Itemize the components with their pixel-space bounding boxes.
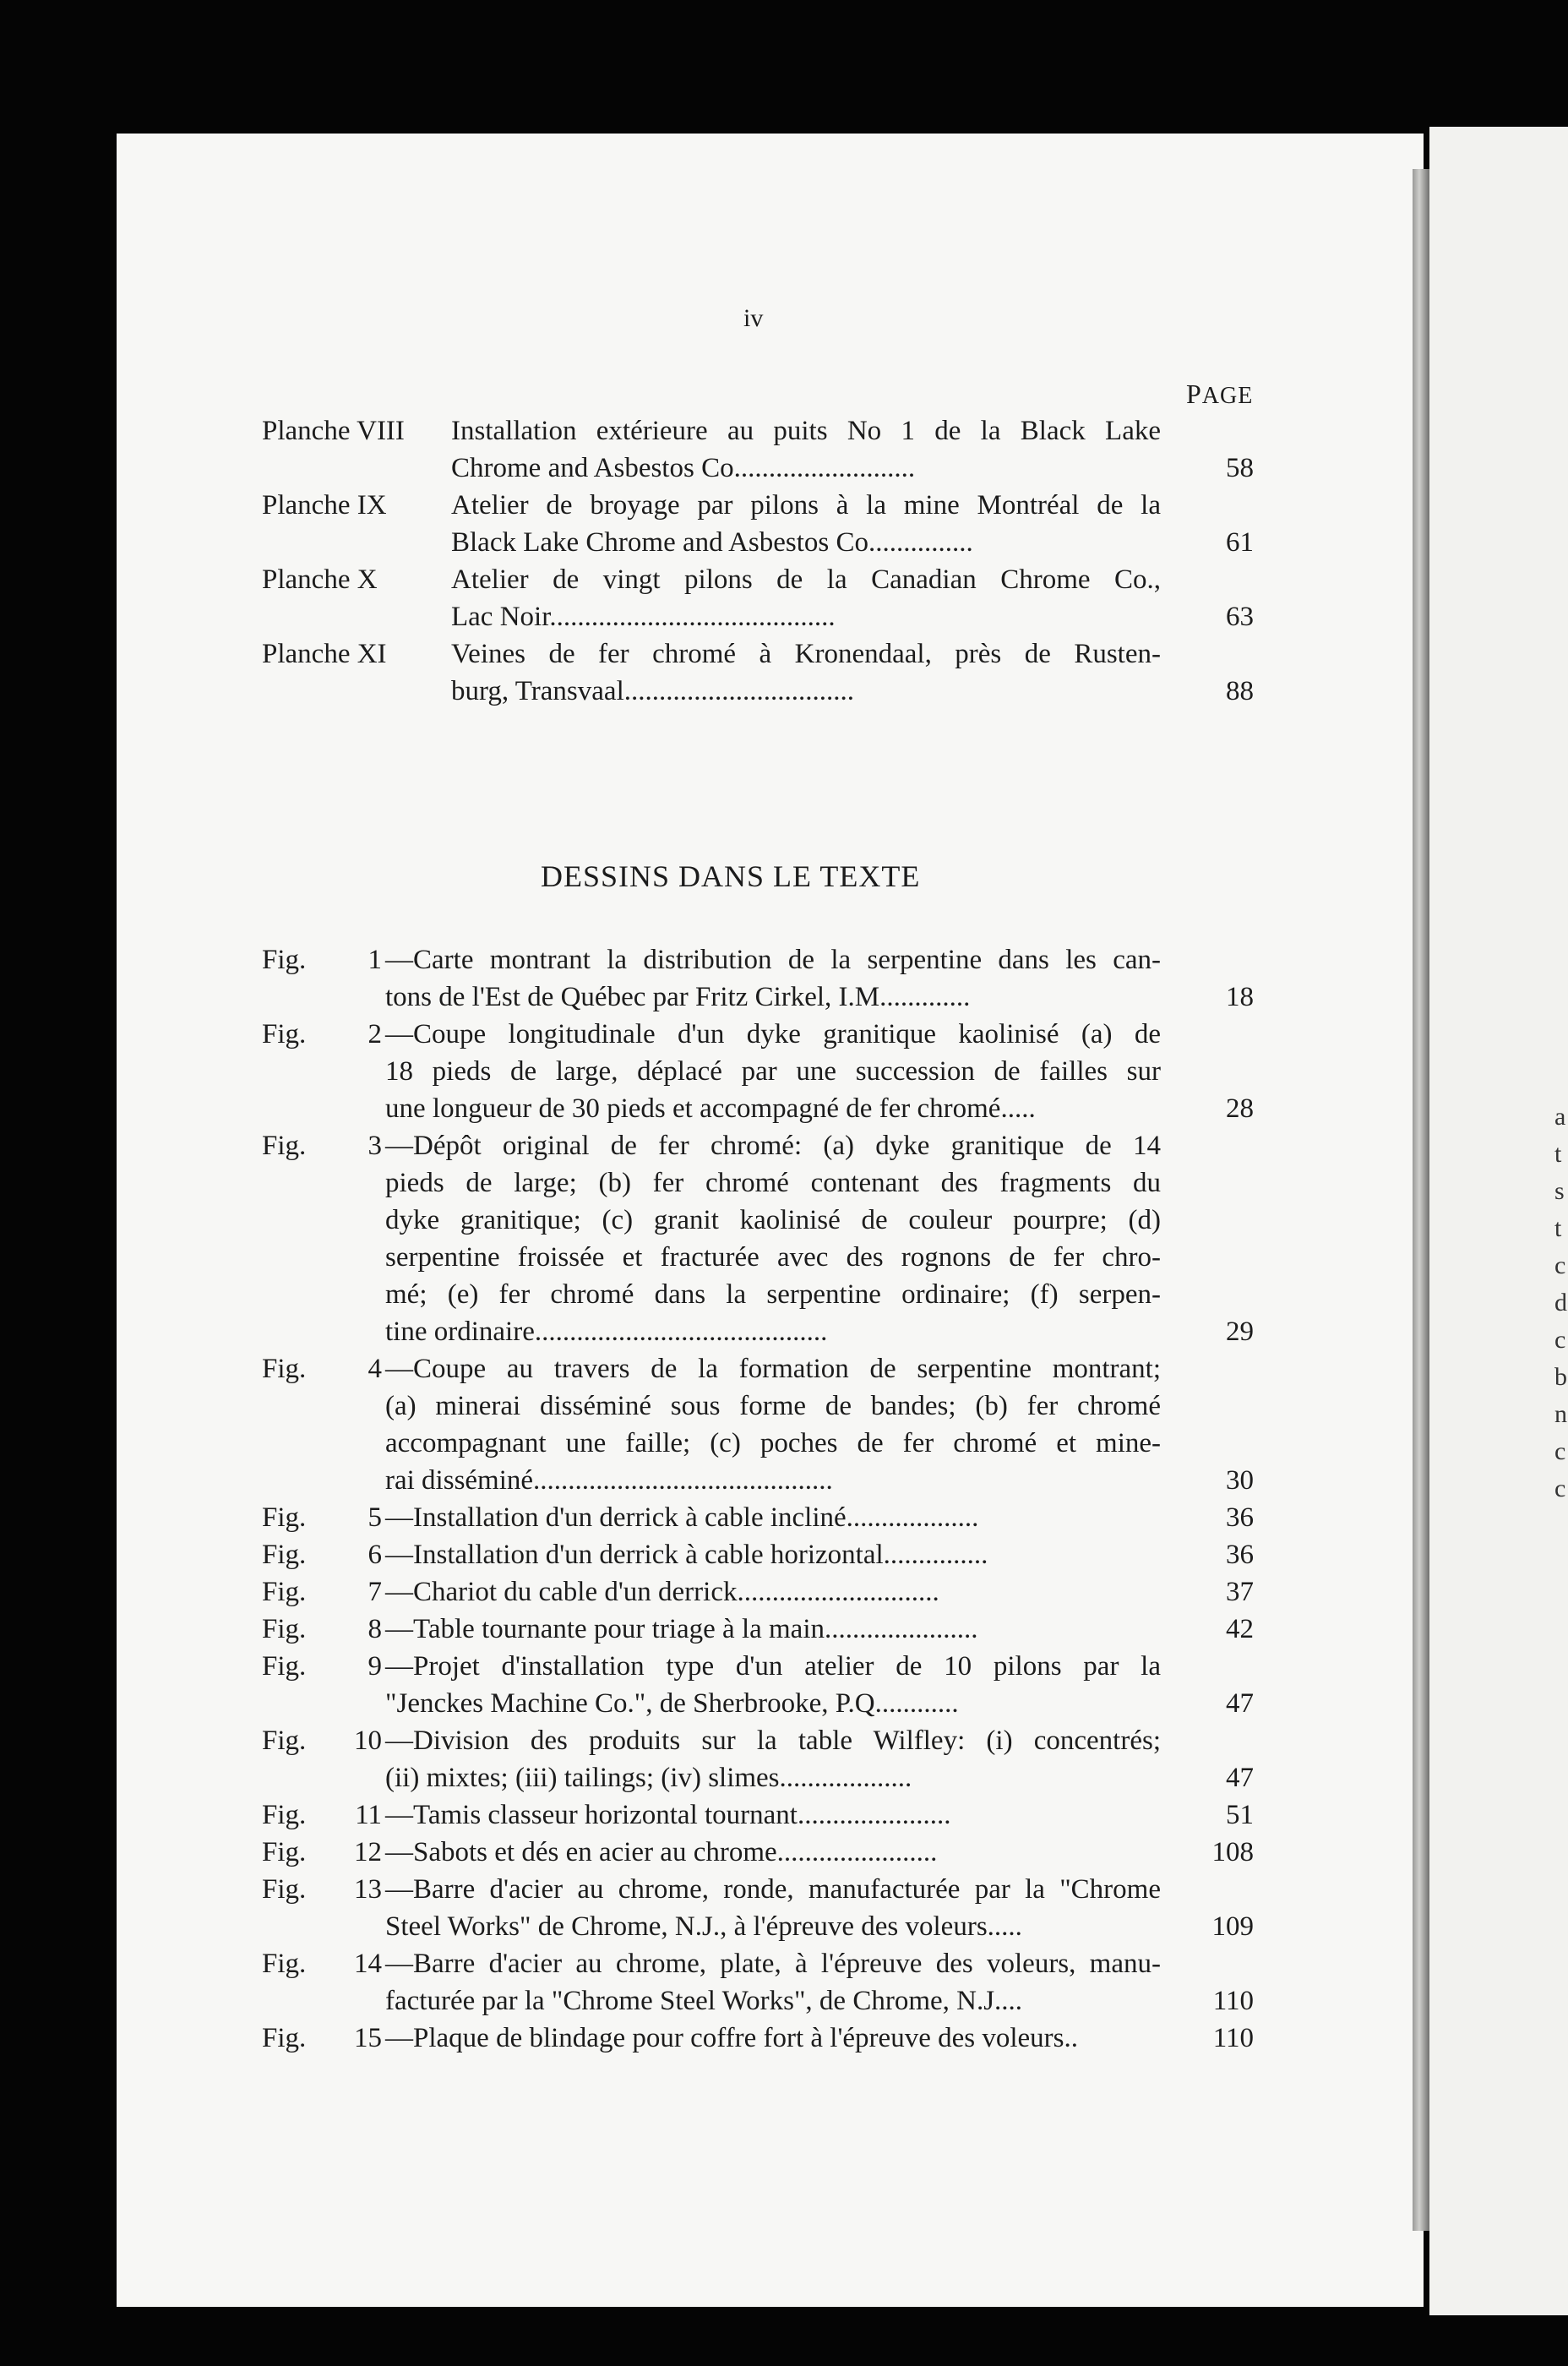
- figure-page-number: 110: [1212, 1986, 1254, 2016]
- figure-page-number: 29: [1226, 1317, 1254, 1347]
- figure-label: Fig.: [262, 945, 307, 975]
- figure-label: Fig.: [262, 1019, 307, 1049]
- figure-page-number: 110: [1212, 2023, 1254, 2053]
- figure-caption-line: dyke granitique; (c) granit kaolinisé de couleur pourpre; (d): [385, 1205, 1161, 1235]
- figure-caption-line: —Installation d'un derrick à cable horizontal...............: [385, 1540, 988, 1570]
- figure-page-number: 47: [1226, 1688, 1254, 1719]
- figure-caption-line: —Barre d'acier au chrome, plate, à l'épreuve des voleurs, manu-: [385, 1949, 1161, 1979]
- figure-caption-line: —Barre d'acier au chrome, ronde, manufacturée par la "Chrome: [385, 1874, 1161, 1905]
- figure-label: Fig.: [262, 1502, 307, 1533]
- plate-page-number: 61: [1226, 527, 1254, 558]
- figure-page-number: 108: [1211, 1837, 1254, 1867]
- plate-label: Planche VIII: [262, 416, 405, 446]
- figure-caption-line: une longueur de 30 pieds et accompagné de fer chromé.....: [385, 1093, 1036, 1124]
- figure-label: Fig.: [262, 1354, 307, 1384]
- figure-number: 15: [354, 2023, 382, 2053]
- edge-letter: t: [1554, 1140, 1562, 1168]
- figure-number: 2: [368, 1019, 382, 1049]
- plate-label: Planche X: [262, 564, 378, 595]
- plate-page-number: 63: [1226, 602, 1254, 632]
- figure-label: Fig.: [262, 1540, 307, 1570]
- figure-number: 11: [355, 1800, 382, 1830]
- figure-caption-line: —Coupe longitudinale d'un dyke granitique kaolinisé (a) de: [385, 1019, 1161, 1049]
- figure-number: 8: [368, 1614, 382, 1644]
- figure-page-number: 28: [1226, 1093, 1254, 1124]
- figure-caption-line: —Sabots et dés en acier au chrome.......................: [385, 1837, 938, 1867]
- figure-page-number: 36: [1226, 1540, 1254, 1570]
- figure-caption-line: Steel Works" de Chrome, N.J., à l'épreuve des voleurs.....: [385, 1911, 1022, 1942]
- figure-label: Fig.: [262, 1131, 307, 1161]
- figure-label: Fig.: [262, 1725, 307, 1756]
- figure-number: 4: [368, 1354, 382, 1384]
- page-number: iv: [743, 304, 764, 332]
- adjacent-page: [1429, 127, 1568, 2315]
- figure-page-number: 42: [1226, 1614, 1254, 1644]
- figure-caption-line: tine ordinaire..........................................: [385, 1317, 828, 1347]
- page-column-header: [1186, 379, 1253, 410]
- page-header-initial: P: [1186, 379, 1202, 409]
- figure-caption-line: —Carte montrant la distribution de la serpentine dans les can-: [385, 945, 1161, 975]
- plate-caption-line: Lac Noir.........................................: [451, 602, 836, 632]
- figure-caption-line: —Division des produits sur la table Wilfley: (i) concentrés;: [385, 1725, 1161, 1756]
- edge-letter: d: [1554, 1289, 1567, 1317]
- page-spine-edge: [1413, 169, 1429, 2231]
- figure-number: 10: [354, 1725, 382, 1756]
- edge-letter: t: [1554, 1214, 1562, 1242]
- edge-letter: a: [1554, 1103, 1566, 1131]
- figure-caption-line: —Dépôt original de fer chromé: (a) dyke granitique de 14: [385, 1131, 1161, 1161]
- figure-number: 7: [368, 1577, 382, 1607]
- plate-caption-line: Atelier de broyage par pilons à la mine Montréal de la: [451, 490, 1161, 521]
- figure-label: Fig.: [262, 1800, 307, 1830]
- figure-caption-line: —Tamis classeur horizontal tournant......................: [385, 1800, 951, 1830]
- figure-caption-line: (a) minerai disséminé sous forme de bandes; (b) fer chromé: [385, 1391, 1161, 1421]
- adjacent-page-edge-text: [1554, 1098, 1568, 1507]
- figure-caption-line: tons de l'Est de Québec par Fritz Cirkel, I.M.............: [385, 982, 971, 1012]
- figure-page-number: 18: [1226, 982, 1254, 1012]
- plate-page-number: 58: [1226, 453, 1254, 483]
- plate-label: Planche IX: [262, 490, 387, 521]
- plate-caption-line: Installation extérieure au puits No 1 de la Black Lake: [451, 416, 1161, 446]
- figure-number: 13: [354, 1874, 382, 1905]
- plate-caption-line: Atelier de vingt pilons de la Canadian Chrome Co.,: [451, 564, 1161, 595]
- figure-caption-line: "Jenckes Machine Co.", de Sherbrooke, P.Q............: [385, 1688, 959, 1719]
- figure-page-number: 51: [1226, 1800, 1254, 1830]
- page-header-rest: AGE: [1201, 383, 1254, 409]
- plate-caption-line: Veines de fer chromé à Kronendaal, près de Rusten-: [451, 639, 1161, 669]
- figure-caption-line: 18 pieds de large, déplacé par une succession de failles sur: [385, 1056, 1161, 1087]
- figure-caption-line: —Projet d'installation type d'un atelier de 10 pilons par la: [385, 1651, 1161, 1682]
- figure-caption-line: (ii) mixtes; (iii) tailings; (iv) slimes...................: [385, 1763, 912, 1793]
- edge-letter: c: [1554, 1437, 1566, 1465]
- plate-page-number: 88: [1226, 676, 1254, 706]
- edge-letter: c: [1554, 1326, 1566, 1354]
- figure-label: Fig.: [262, 1949, 307, 1979]
- figure-number: 9: [368, 1651, 382, 1682]
- figure-page-number: 37: [1226, 1577, 1254, 1607]
- figure-label: Fig.: [262, 1614, 307, 1644]
- section-title: DESSINS DANS LE TEXTE: [541, 859, 921, 893]
- figure-label: Fig.: [262, 1651, 307, 1682]
- figure-page-number: 30: [1226, 1465, 1254, 1496]
- figure-caption-line: mé; (e) fer chromé dans la serpentine ordinaire; (f) serpen-: [385, 1279, 1161, 1310]
- figure-page-number: 109: [1211, 1911, 1254, 1942]
- figure-number: 1: [368, 945, 382, 975]
- edge-letter: s: [1554, 1177, 1565, 1205]
- plate-label: Planche XI: [262, 639, 387, 669]
- plate-caption-line: burg, Transvaal.................................: [451, 676, 854, 706]
- plate-caption-line: Black Lake Chrome and Asbestos Co...............: [451, 527, 973, 558]
- edge-letter: c: [1554, 1475, 1566, 1502]
- figure-caption-line: —Plaque de blindage pour coffre fort à l'épreuve des voleurs..: [385, 2023, 1078, 2053]
- figure-number: 12: [354, 1837, 382, 1867]
- figure-label: Fig.: [262, 2023, 307, 2053]
- figure-caption-line: facturée par la "Chrome Steel Works", de Chrome, N.J....: [385, 1986, 1023, 2016]
- figure-page-number: 47: [1226, 1763, 1254, 1793]
- figure-caption-line: accompagnant une faille; (c) poches de fer chromé et mine-: [385, 1428, 1161, 1458]
- figure-number: 3: [368, 1131, 382, 1161]
- figure-page-number: 36: [1226, 1502, 1254, 1533]
- figure-number: 5: [368, 1502, 382, 1533]
- figure-number: 14: [354, 1949, 382, 1979]
- figure-number: 6: [368, 1540, 382, 1570]
- figure-caption-line: rai disséminé...........................................: [385, 1465, 833, 1496]
- figure-caption-line: serpentine froissée et fracturée avec des rognons de fer chro-: [385, 1242, 1161, 1273]
- plate-caption-line: Chrome and Asbestos Co..........................: [451, 453, 916, 483]
- figure-caption-line: —Installation d'un derrick à cable incliné...................: [385, 1502, 979, 1533]
- figure-caption-line: pieds de large; (b) fer chromé contenant des fragments du: [385, 1168, 1161, 1198]
- figure-caption-line: —Table tournante pour triage à la main......................: [385, 1614, 978, 1644]
- figure-label: Fig.: [262, 1837, 307, 1867]
- edge-letter: b: [1554, 1363, 1567, 1391]
- figure-label: Fig.: [262, 1577, 307, 1607]
- figure-caption-line: —Chariot du cable d'un derrick.............................: [385, 1577, 939, 1607]
- figure-caption-line: —Coupe au travers de la formation de serpentine montrant;: [385, 1354, 1161, 1384]
- edge-letter: n: [1554, 1400, 1567, 1428]
- edge-letter: c: [1554, 1251, 1566, 1279]
- figure-label: Fig.: [262, 1874, 307, 1905]
